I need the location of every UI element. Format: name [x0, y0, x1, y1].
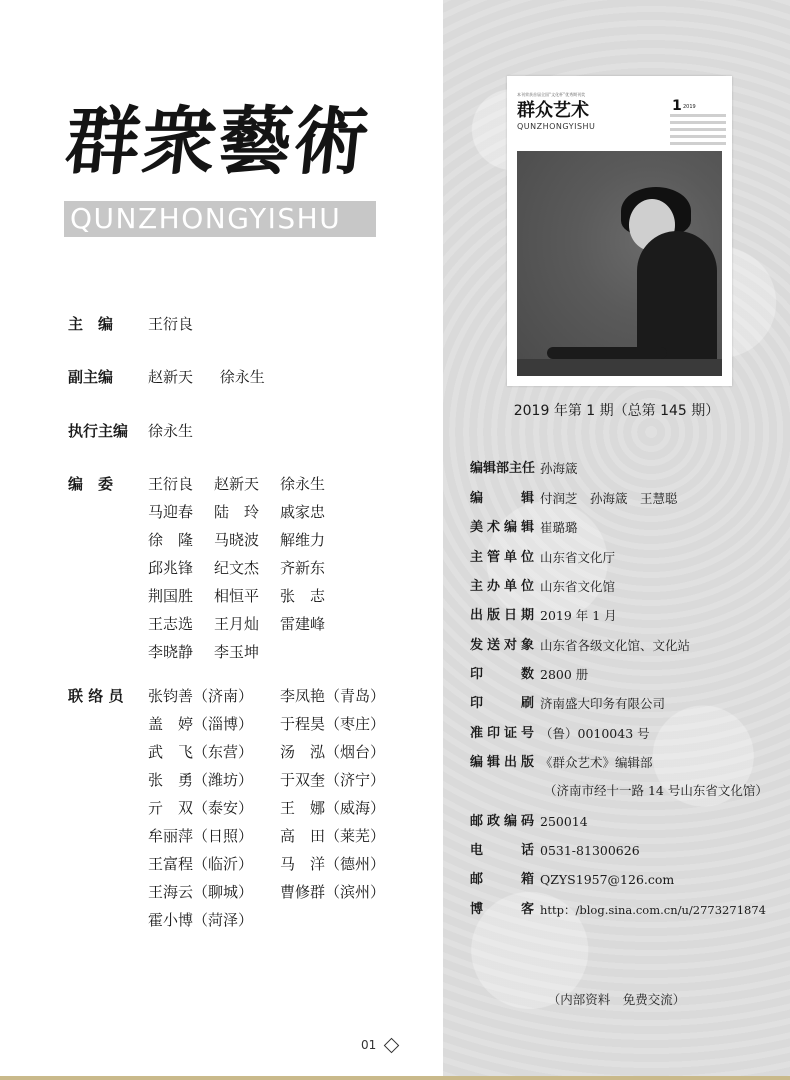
cover-year: 2019: [683, 104, 696, 110]
info-key: 印 数: [470, 667, 534, 682]
diamond-icon: [384, 1037, 400, 1053]
info-value: 2019 年 1 月: [540, 608, 617, 623]
cover-title: 群众艺术: [517, 100, 589, 121]
committee-member: 雷建峰: [280, 615, 326, 633]
committee-member: 戚家忠: [280, 503, 326, 521]
info-key: 印 刷: [470, 696, 534, 711]
liaison-member: 牟丽萍（日照）: [148, 827, 254, 845]
chief-editor-names: [148, 314, 193, 334]
info-value: 2800 册: [540, 667, 589, 682]
committee-member: 荆国胜: [148, 587, 194, 605]
info-value: （鲁）0010043 号: [540, 726, 650, 741]
footer-note: （内部资料 免费交流）: [547, 992, 686, 1007]
committee-member: 马迎春: [148, 503, 194, 521]
page-number-text: 01: [361, 1038, 377, 1052]
info-address: （济南市经十一路 14 号山东省文化馆）: [544, 783, 768, 798]
info-value: 山东省文化厅: [540, 550, 616, 565]
chief-editor-label: 主 编: [68, 315, 114, 333]
cover-issue-number: 1: [672, 98, 682, 114]
executive-editor-names: [148, 421, 193, 441]
staff-name: 赵新天: [148, 368, 194, 386]
committee-member: 王月灿: [214, 615, 260, 633]
liaison-member: 霍小博（菏泽）: [148, 911, 254, 929]
liaison-member: 盖 婷（淄博）: [148, 715, 254, 733]
committee-member: 赵新天: [214, 475, 260, 493]
staff-name: 王衍良: [148, 315, 194, 333]
magazine-logo-pinyin: QUNZHONGYISHU: [64, 201, 376, 237]
info-key: 博 客: [470, 902, 534, 917]
cover-info-lines: [670, 114, 726, 149]
committee-member: 相恒平: [214, 587, 260, 605]
committee-member: 李玉坤: [214, 643, 260, 661]
committee-label: 编 委: [68, 475, 114, 493]
info-key: 准印证号: [470, 726, 534, 741]
staff-name: 徐永生: [148, 422, 194, 440]
issue-line: 2019 年第 1 期（总第 145 期）: [513, 403, 720, 419]
cover-pinyin: QUNZHONGYISHU: [517, 122, 596, 131]
info-value: 山东省各级文化馆、文化站: [540, 638, 691, 653]
info-value: 《群众艺术》编辑部: [540, 755, 653, 770]
info-value: 250014: [540, 814, 588, 829]
liaison-member: 王海云（聊城）: [148, 883, 254, 901]
info-key: 编辑部主任: [470, 461, 536, 476]
liaison-member: 马 洋（德州）: [280, 855, 386, 873]
info-key: 发送对象: [470, 638, 534, 653]
magazine-logo-calligraphy: 群衆藝術: [61, 99, 375, 185]
liaison-member: 亓 双（泰安）: [148, 799, 254, 817]
liaison-member: 高 田（莱芜）: [280, 827, 386, 845]
liaison-member: 张钧善（济南）: [148, 687, 254, 705]
info-key: 主办单位: [470, 579, 534, 594]
executive-editor-label: 执行主编: [68, 422, 129, 440]
info-value: 济南盛大印务有限公司: [540, 696, 666, 711]
cover-thumbnail: [507, 76, 732, 386]
cover-top-line: 本刊荣获首届全国“文化杯”优秀期刊奖: [517, 92, 586, 97]
info-value: 付润芝 孙海箴 王慧聪: [540, 491, 678, 506]
liaison-member: 汤 泓（烟台）: [280, 743, 386, 761]
deputy-chief-editor-names: [148, 367, 265, 387]
committee-member: 张 志: [280, 587, 326, 605]
liaison-label: 联 络 员: [68, 687, 124, 705]
info-value: 山东省文化馆: [540, 579, 616, 594]
committee-member: 纪文杰: [214, 559, 260, 577]
committee-member: 解维力: [280, 531, 326, 549]
info-key: 出版日期: [470, 608, 534, 623]
info-key: 电 话: [470, 843, 534, 858]
info-value: 0531-81300626: [540, 843, 640, 858]
info-key: 主管单位: [470, 550, 534, 565]
info-key: 邮政编码: [470, 814, 534, 829]
committee-member: 李晓静: [148, 643, 194, 661]
committee-member: 陆 玲: [214, 503, 260, 521]
info-key: 邮 箱: [470, 872, 534, 887]
info-value: http：/blog.sina.com.cn/u/2773271874: [540, 903, 766, 917]
info-key: 编辑出版: [470, 755, 534, 770]
liaison-member: 王富程（临沂）: [148, 855, 254, 873]
liaison-member: 于双奎（济宁）: [280, 771, 386, 789]
liaison-member: 武 飞（东营）: [148, 743, 254, 761]
info-value: 孙海箴: [540, 461, 578, 476]
liaison-member: 李凤艳（青岛）: [280, 687, 386, 705]
liaison-member: 于程昊（枣庄）: [280, 715, 386, 733]
committee-member: 王志选: [148, 615, 194, 633]
committee-member: 徐永生: [280, 475, 326, 493]
staff-name: 徐永生: [219, 368, 265, 386]
committee-member: 齐新东: [280, 559, 326, 577]
info-value: QZYS1957@126.com: [540, 872, 675, 887]
info-key: 美术编辑: [470, 520, 534, 535]
info-value: 崔璐璐: [540, 520, 578, 535]
committee-member: 马晓波: [214, 531, 260, 549]
cover-photo-woman-portrait: [517, 151, 722, 376]
committee-member: 邱兆锋: [148, 559, 194, 577]
liaison-member: 曹修群（滨州）: [280, 883, 386, 901]
liaison-member: 张 勇（潍坊）: [148, 771, 254, 789]
bottom-border: [0, 1076, 790, 1080]
page-number: [361, 1036, 397, 1054]
committee-member: 王衍良: [148, 475, 194, 493]
deputy-chief-editor-label: 副主编: [68, 368, 114, 386]
liaison-member: 王 娜（威海）: [280, 799, 386, 817]
info-key: 编 辑: [470, 491, 534, 506]
committee-member: 徐 隆: [148, 531, 194, 549]
